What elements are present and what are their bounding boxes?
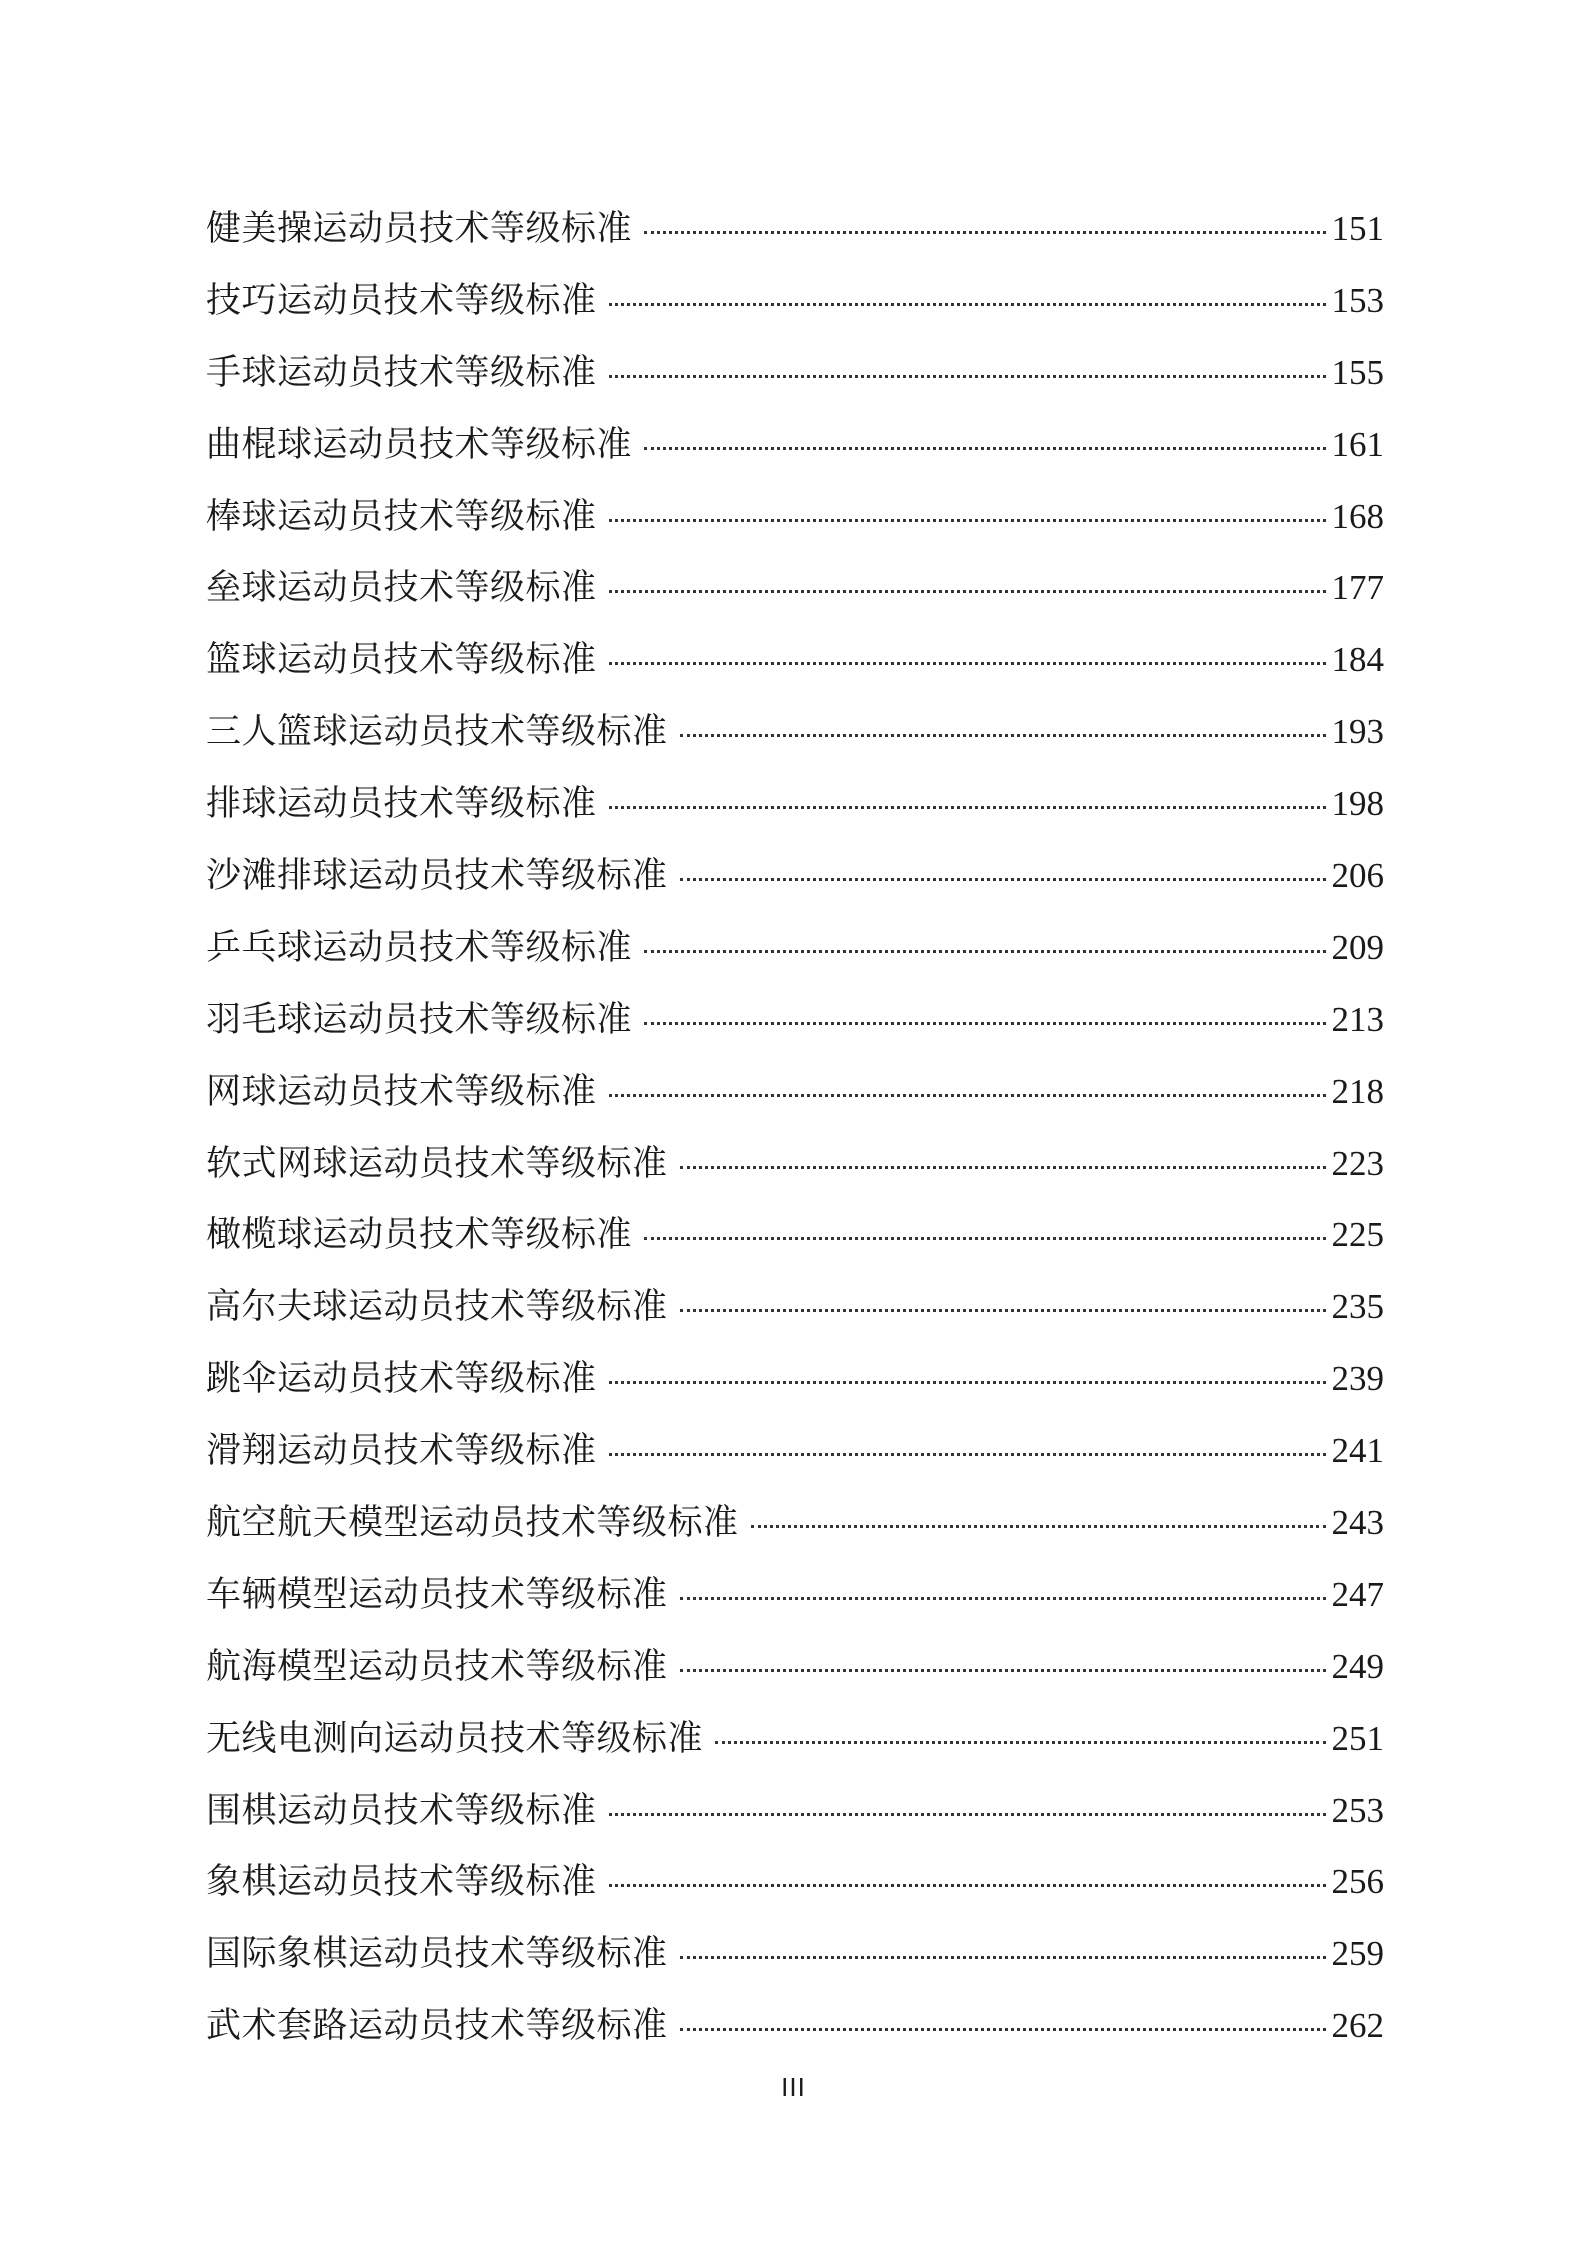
toc-entry-title: 国际象棋运动员技术等级标准 — [206, 1934, 668, 1975]
toc-dot-leader — [609, 1381, 1326, 1384]
toc-entry[interactable] — [206, 337, 1384, 409]
toc-entry-page: 153 — [1331, 280, 1384, 320]
toc-entry-page: 198 — [1331, 784, 1384, 824]
toc-entry-title: 滑翔运动员技术等级标准 — [206, 1431, 597, 1472]
toc-entry-page: 225 — [1331, 1215, 1384, 1255]
toc-dot-leader — [609, 806, 1326, 809]
toc-entry-title: 技巧运动员技术等级标准 — [206, 280, 597, 321]
toc-entry-title: 沙滩排球运动员技术等级标准 — [206, 856, 668, 897]
toc-entry-page: 206 — [1331, 856, 1384, 896]
toc-entry[interactable] — [206, 1918, 1384, 1990]
toc-entry[interactable] — [206, 984, 1384, 1056]
toc-entry-page: 184 — [1331, 640, 1384, 680]
toc-entry-title: 乒乓球运动员技术等级标准 — [206, 927, 633, 968]
toc-entry-title: 无线电测向运动员技术等级标准 — [206, 1718, 704, 1759]
toc-entry-title: 软式网球运动员技术等级标准 — [206, 1143, 668, 1184]
toc-dot-leader — [609, 1884, 1326, 1887]
toc-entry-page: 249 — [1331, 1646, 1384, 1686]
toc-entry-title: 羽毛球运动员技术等级标准 — [206, 999, 633, 1040]
toc-dot-leader — [680, 1309, 1326, 1312]
toc-entry-page: 251 — [1331, 1718, 1384, 1758]
toc-dot-leader — [680, 1597, 1326, 1600]
toc-entry[interactable] — [206, 624, 1384, 696]
toc-entry[interactable] — [206, 1631, 1384, 1703]
toc-entry-page: 193 — [1331, 712, 1384, 752]
toc-entry-title: 象棋运动员技术等级标准 — [206, 1862, 597, 1903]
toc-entry-title: 排球运动员技术等级标准 — [206, 784, 597, 825]
toc-dot-leader — [609, 1453, 1326, 1456]
toc-entry[interactable] — [206, 1056, 1384, 1128]
toc-entry-title: 高尔夫球运动员技术等级标准 — [206, 1287, 668, 1328]
toc-entry[interactable] — [206, 409, 1384, 481]
toc-dot-leader — [751, 1525, 1326, 1528]
toc-entry-title: 健美操运动员技术等级标准 — [206, 209, 633, 249]
toc-entry[interactable] — [206, 552, 1384, 624]
toc-dot-leader — [609, 519, 1326, 522]
toc-entry-title: 三人篮球运动员技术等级标准 — [206, 712, 668, 753]
toc-entry[interactable] — [206, 912, 1384, 984]
toc-entry[interactable] — [206, 1128, 1384, 1200]
toc-entry[interactable] — [206, 1775, 1384, 1847]
toc-dot-leader — [609, 1813, 1326, 1816]
toc-dot-leader — [680, 878, 1326, 881]
toc-entry[interactable] — [206, 768, 1384, 840]
toc-entry-page: 247 — [1331, 1574, 1384, 1614]
table-of-contents — [206, 193, 1384, 2062]
toc-entry-page: 177 — [1331, 568, 1384, 608]
toc-entry-page: 168 — [1331, 496, 1384, 536]
toc-entry-page: 161 — [1331, 424, 1384, 464]
toc-entry-title: 垒球运动员技术等级标准 — [206, 568, 597, 609]
toc-entry-page: 262 — [1331, 2006, 1384, 2046]
toc-entry-page: 239 — [1331, 1359, 1384, 1399]
toc-entry[interactable] — [206, 1271, 1384, 1343]
toc-entry-title: 航海模型运动员技术等级标准 — [206, 1646, 668, 1687]
toc-dot-leader — [609, 662, 1326, 665]
toc-entry[interactable] — [206, 1487, 1384, 1559]
toc-dot-leader — [680, 1956, 1326, 1959]
toc-entry-page: 209 — [1331, 927, 1384, 967]
toc-entry[interactable] — [206, 1990, 1384, 2062]
toc-entry[interactable] — [206, 1703, 1384, 1775]
toc-entry-title: 网球运动员技术等级标准 — [206, 1071, 597, 1112]
toc-dot-leader — [715, 1741, 1325, 1744]
toc-dot-leader — [644, 950, 1325, 953]
toc-dot-leader — [680, 1166, 1326, 1169]
toc-entry-page: 155 — [1331, 352, 1384, 392]
toc-entry-title: 手球运动员技术等级标准 — [206, 352, 597, 393]
toc-dot-leader — [609, 1094, 1326, 1097]
toc-entry[interactable] — [206, 696, 1384, 768]
toc-dot-leader — [680, 1669, 1326, 1672]
toc-entry-page: 243 — [1331, 1503, 1384, 1543]
toc-dot-leader — [644, 231, 1325, 234]
toc-entry[interactable] — [206, 1343, 1384, 1415]
toc-entry-page: 213 — [1331, 999, 1384, 1039]
toc-dot-leader — [609, 375, 1326, 378]
toc-dot-leader — [644, 1022, 1325, 1025]
toc-entry-page: 253 — [1331, 1790, 1384, 1830]
toc-entry-title: 棒球运动员技术等级标准 — [206, 496, 597, 537]
toc-entry-title: 武术套路运动员技术等级标准 — [206, 2006, 668, 2047]
toc-entry-page: 218 — [1331, 1071, 1384, 1111]
toc-entry-title: 橄榄球运动员技术等级标准 — [206, 1215, 633, 1256]
toc-entry[interactable] — [206, 1846, 1384, 1918]
toc-entry-title: 篮球运动员技术等级标准 — [206, 640, 597, 681]
toc-dot-leader — [680, 2028, 1326, 2031]
toc-entry[interactable] — [206, 265, 1384, 337]
toc-entry-page: 259 — [1331, 1934, 1384, 1974]
toc-entry-title: 围棋运动员技术等级标准 — [206, 1790, 597, 1831]
toc-entry[interactable] — [206, 1559, 1384, 1631]
toc-entry[interactable] — [206, 1199, 1384, 1271]
toc-dot-leader — [644, 1237, 1325, 1240]
toc-entry-title: 曲棍球运动员技术等级标准 — [206, 424, 633, 465]
toc-entry[interactable] — [206, 840, 1384, 912]
toc-dot-leader — [680, 734, 1326, 737]
toc-entry[interactable] — [206, 481, 1384, 553]
toc-entry-page: 151 — [1331, 209, 1384, 248]
toc-dot-leader — [609, 590, 1326, 593]
toc-entry-page: 256 — [1331, 1862, 1384, 1902]
toc-entry-title: 跳伞运动员技术等级标准 — [206, 1359, 597, 1400]
toc-entry-title: 航空航天模型运动员技术等级标准 — [206, 1503, 739, 1544]
toc-entry-page: 241 — [1331, 1431, 1384, 1471]
toc-dot-leader — [644, 447, 1325, 450]
toc-entry-title: 车辆模型运动员技术等级标准 — [206, 1574, 668, 1615]
page-number: III — [781, 2072, 806, 2102]
toc-entry[interactable] — [206, 193, 1384, 265]
toc-entry-page: 235 — [1331, 1287, 1384, 1327]
toc-entry-page: 223 — [1331, 1143, 1384, 1183]
toc-dot-leader — [609, 303, 1326, 306]
toc-entry[interactable] — [206, 1415, 1384, 1487]
